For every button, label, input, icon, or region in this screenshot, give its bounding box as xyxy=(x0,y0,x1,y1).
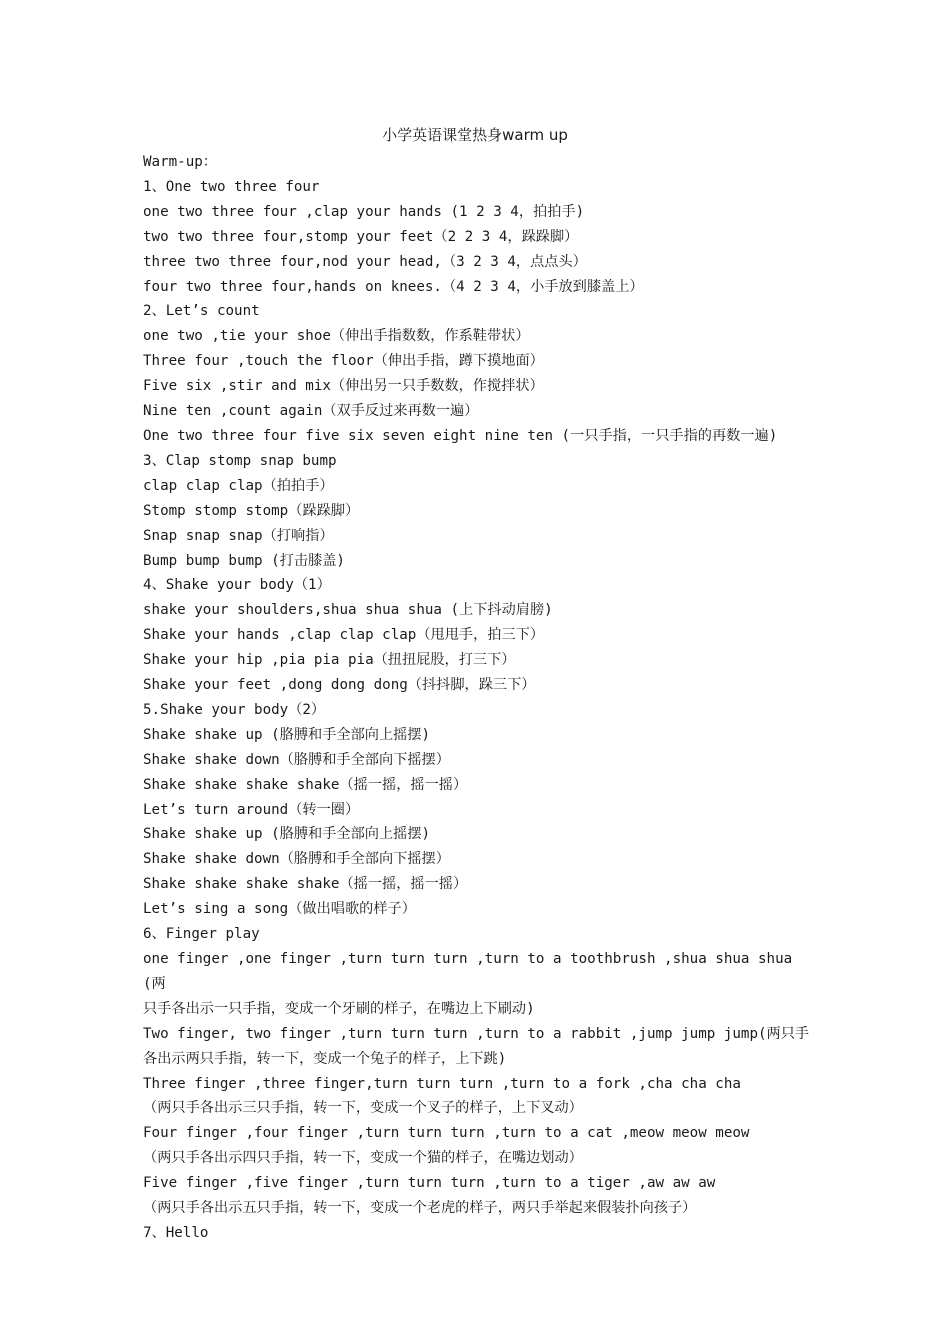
text-line: Shake your feet ,dong dong dong（抖抖脚，跺三下） xyxy=(143,677,536,694)
text-line: 1、One two three four xyxy=(143,178,320,195)
text-line: Stomp stomp stomp（跺跺脚） xyxy=(143,502,360,519)
document-body xyxy=(143,150,813,1246)
page-title: 小学英语课堂热身warm up xyxy=(382,126,568,144)
text-line: three two three four,nod your head,（3 2 3 4，点点头） xyxy=(143,253,587,270)
text-line: Nine ten ,count again（双手反过来再数一遍） xyxy=(143,403,479,420)
text-line: one two ,tie your shoe（伸出手指数数，作系鞋带状） xyxy=(143,328,530,345)
text-line: Five six ,stir and mix（伸出另一只手数数，作搅拌状） xyxy=(143,378,544,395)
text-line: （两只手各出示四只手指，转一下，变成一个猫的样子，在嘴边划动） xyxy=(143,1150,583,1167)
text-line: one finger ,one finger ,turn turn turn ,turn to a toothbrush ,shua shua shua(两 xyxy=(143,951,793,992)
text-line: （两只手各出示五只手指，转一下，变成一个老虎的样子，两只手举起来假装扑向孩子） xyxy=(143,1200,697,1217)
text-line: Shake your hip ,pia pia pia（扭扭屁股，打三下） xyxy=(143,652,516,669)
text-line: Snap snap snap（打响指） xyxy=(143,527,334,544)
text-line: Bump bump bump (打击膝盖) xyxy=(143,552,345,569)
text-line: Shake shake up (胳膊和手全部向上摇摆) xyxy=(143,726,431,743)
text-line: Warm-up： xyxy=(143,154,217,170)
text-line: 只手各出示一只手指，变成一个牙刷的样子，在嘴边上下刷动) xyxy=(143,1000,535,1017)
text-line: 5.Shake your body（2） xyxy=(143,701,326,718)
text-line: Shake shake up (胳膊和手全部向上摇摆) xyxy=(143,826,431,843)
text-line: Four finger ,four finger ,turn turn turn ,turn to a cat ,meow meow meow xyxy=(143,1125,750,1142)
text-line: Shake your hands ,clap clap clap（甩甩手，拍三下） xyxy=(143,627,545,644)
text-line: Shake shake shake shake（摇一摇，摇一摇） xyxy=(143,876,468,893)
text-line: Let’s sing a song（做出唱歌的样子） xyxy=(143,901,416,918)
text-line: One two three four five six seven eight nine ten (一只手指，一只手指的再数一遍) xyxy=(143,427,778,444)
text-line: Shake shake down（胳膊和手全部向下摇摆） xyxy=(143,751,450,768)
text-line: 3、Clap stomp snap bump xyxy=(143,452,337,469)
text-line: 4、Shake your body（1） xyxy=(143,577,331,594)
text-line: Three finger ,three finger,turn turn turn ,turn to a fork ,cha cha cha xyxy=(143,1075,741,1092)
text-line: shake your shoulders,shua shua shua (上下抖动肩膀) xyxy=(143,602,553,619)
text-line: two two three four,stomp your feet（2 2 3 4，跺跺脚） xyxy=(143,228,579,245)
text-line: Shake shake shake shake（摇一摇，摇一摇） xyxy=(143,776,468,793)
text-line: clap clap clap（拍拍手） xyxy=(143,477,334,494)
text-line: 各出示两只手指，转一下，变成一个兔子的样子，上下跳) xyxy=(143,1050,507,1067)
text-line: 7、Hello xyxy=(143,1224,209,1241)
text-line: Two finger, two finger ,turn turn turn ,turn to a rabbit ,jump jump jump(两只手 xyxy=(143,1025,810,1042)
text-line: 6、Finger play xyxy=(143,926,260,943)
text-line: （两只手各出示三只手指，转一下，变成一个叉子的样子，上下叉动） xyxy=(143,1100,583,1117)
text-line: Let’s turn around（转一圈） xyxy=(143,801,360,818)
text-line: four two three four,hands on knees.（4 2 3 4，小手放到膝盖上） xyxy=(143,278,644,295)
text-line: Shake shake down（胳膊和手全部向下摇摆） xyxy=(143,851,450,868)
text-line: Five finger ,five finger ,turn turn turn ,turn to a tiger ,aw aw aw xyxy=(143,1175,716,1192)
text-line: one two three four ,clap your hands (1 2 3 4，拍拍手) xyxy=(143,203,585,220)
text-line: 2、Let’s count xyxy=(143,303,260,320)
text-line: Three four ,touch the floor（伸出手指，蹲下摸地面） xyxy=(143,353,544,370)
